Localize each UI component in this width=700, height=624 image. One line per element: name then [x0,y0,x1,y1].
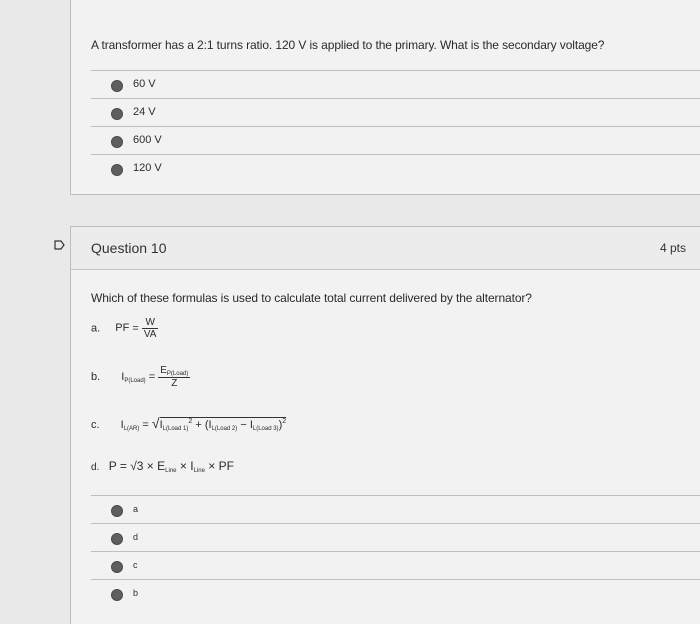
answer-option-label: a [133,504,139,514]
question-9-text: A transformer has a 2:1 turns ratio. 120 V is applied to the primary. What is the secondary voltage? [91,38,605,52]
formula-d [91,459,234,474]
answer-option-label: d [133,532,139,542]
formula-lhs: P [108,459,117,473]
times-sign: × [179,459,187,473]
answer-option-label: 24 V [133,106,156,118]
radicand: $I_{L(Load 1)}^2 + (I_{L(Load 2)} - I_{L(Load 3)})^2$ [159,418,287,432]
answer-option[interactable] [91,579,700,608]
denominator: VA [143,329,157,340]
answer-option-label: b [133,588,139,598]
formula-equals: = [119,459,127,473]
answer-option[interactable] [91,523,700,552]
formula-label: b. [91,370,101,383]
radio-button[interactable] [111,533,123,545]
formula-lhs: $I_{P(Load)}$ [121,370,146,384]
formula-a [91,317,158,340]
formula-label: c. [91,419,100,431]
answer-option-label: 60 V [133,78,156,90]
line-voltage: $E_{Line}$ [157,459,177,474]
flag-question-icon[interactable] [54,240,65,250]
question-10-text: Which of these formulas is used to calculate total current delivered by the alternator? [91,291,532,305]
sqrt-symbol: √ [151,415,160,431]
answer-option-label: 120 V [133,162,162,174]
numerator: $E_{P(Load)}$ [160,365,189,377]
radio-button[interactable] [111,164,123,176]
power-factor: PF [218,459,234,473]
answer-option[interactable] [91,70,700,99]
formula-label: d. [91,462,100,473]
formula-equals: = [132,322,139,335]
answer-option[interactable] [91,551,700,580]
answer-option[interactable] [91,98,700,127]
question-points: 4 pts [659,241,686,255]
question-9-card [70,0,700,195]
fraction [142,317,159,340]
formula-label: a. [91,322,101,335]
formula-b [91,365,190,389]
line-current: $I_{Line}$ [190,459,205,474]
question-title: Question 10 [91,240,167,256]
radio-button[interactable] [111,505,123,517]
radio-button[interactable] [111,589,123,601]
formula-c [91,415,286,432]
sqrt-three: √3 [130,459,144,473]
formula-lhs: PF [115,322,130,335]
times-sign: × [146,459,154,473]
denominator: Z [171,378,178,389]
numerator: W [142,317,159,329]
radio-button[interactable] [111,561,123,573]
radio-button[interactable] [111,108,123,120]
question-10-card [70,226,700,624]
answer-option[interactable] [91,154,700,183]
answer-option-label: 600 V [133,134,162,146]
answer-option[interactable] [91,126,700,155]
answer-option[interactable] [91,495,700,524]
radio-button[interactable] [111,136,123,148]
answer-option-label: c [133,560,138,570]
formula-equals: = [148,370,156,383]
formula-equals: = [142,419,149,431]
radio-button[interactable] [111,80,123,92]
question-header [71,227,700,270]
times-sign: × [208,459,216,473]
fraction [158,365,190,389]
formula-lhs: $I_{L(AR)}$ [120,419,140,432]
